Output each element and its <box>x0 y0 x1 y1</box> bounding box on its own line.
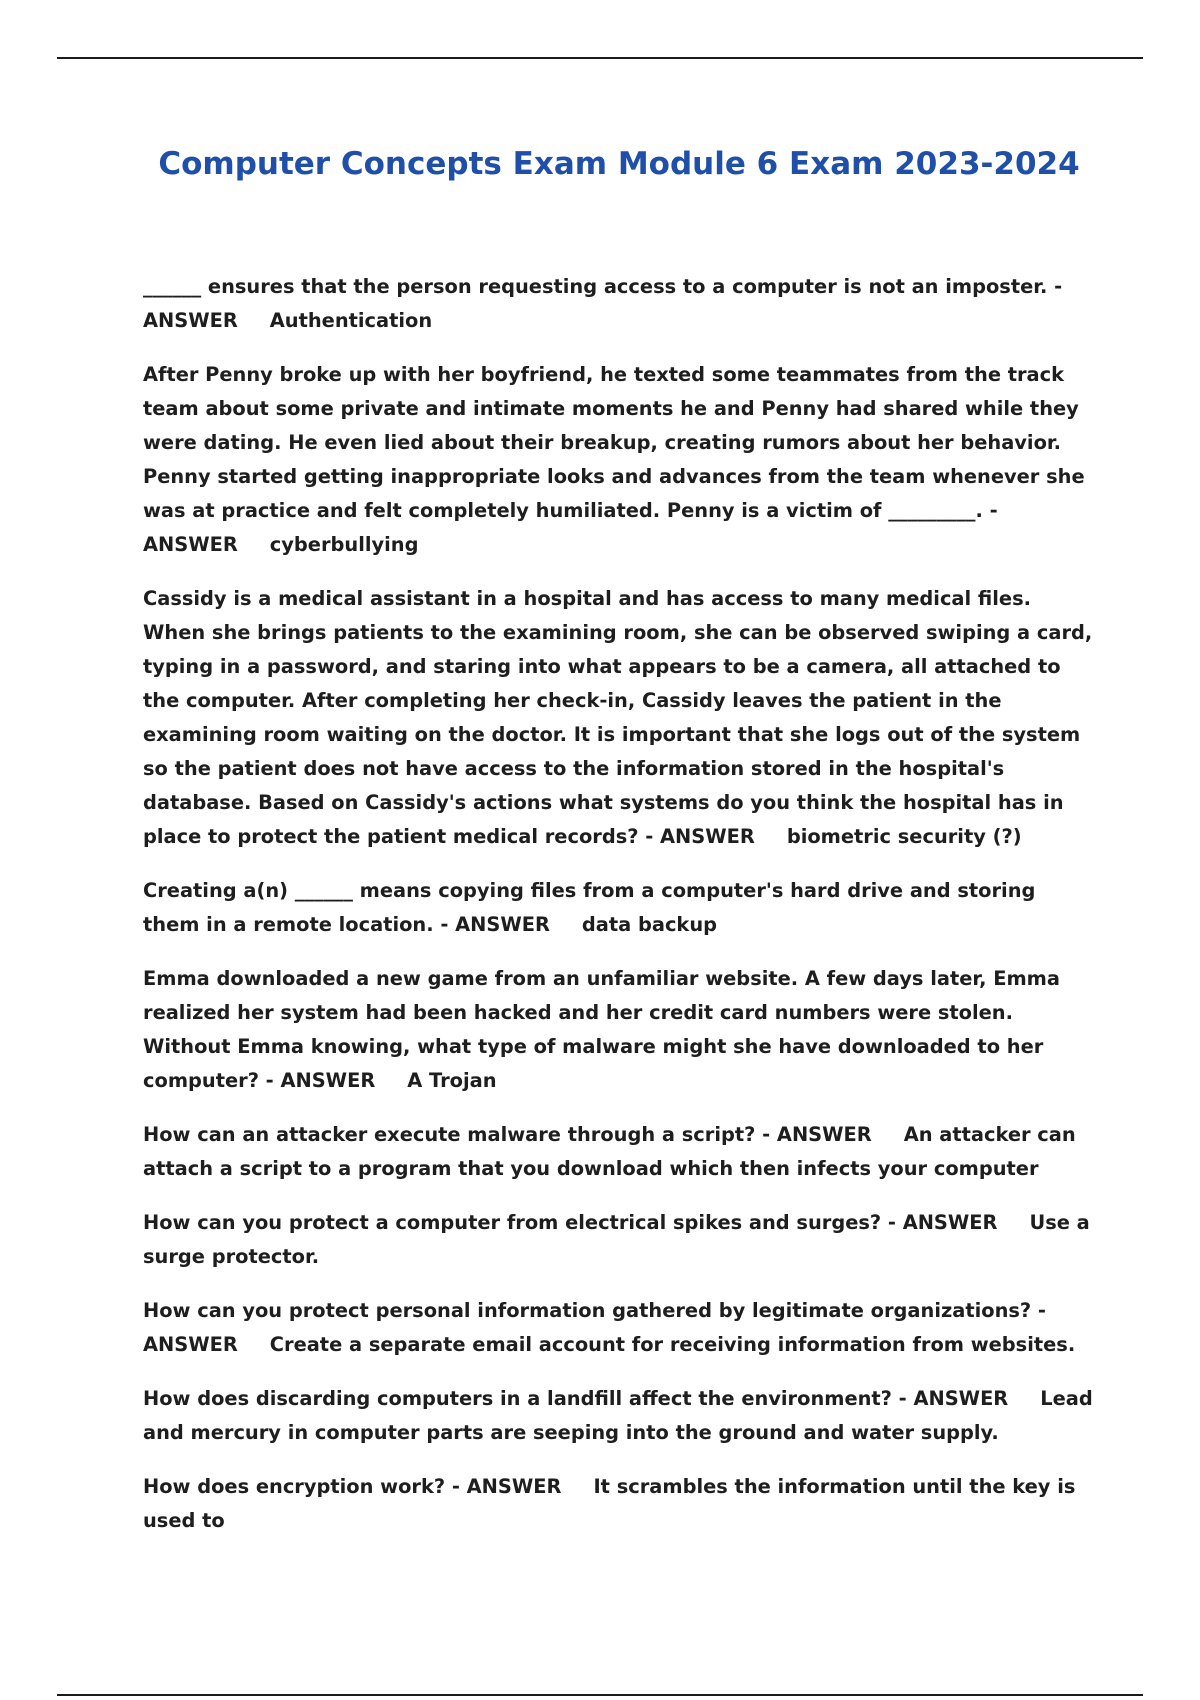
qa-item <box>143 1118 1098 1186</box>
question-text: How does encryption work? - ANSWER <box>143 1475 562 1498</box>
top-rule <box>57 57 1143 59</box>
answer-text: Create a separate email account for receiving information from websites. <box>269 1333 1076 1356</box>
qa-list <box>143 270 1098 1558</box>
page-title: Computer Concepts Exam Module 6 Exam 2023-2024 <box>158 146 1080 182</box>
qa-item <box>143 1382 1098 1450</box>
question-text: Creating a(n) ______ means copying files from a computer's hard drive and storing them in a remote location. - ANSWER <box>143 879 1036 936</box>
qa-item <box>143 270 1098 338</box>
question-text: How can an attacker execute malware through a script? - ANSWER <box>143 1123 872 1146</box>
answer-text: Authentication <box>269 309 433 332</box>
answer-text: An attacker can attach a script to a program that you download which then infects your computer <box>143 1123 1076 1180</box>
question-text: How does discarding computers in a landfill affect the environment? - ANSWER <box>143 1387 1009 1410</box>
answer-text: Lead and mercury in computer parts are seeping into the ground and water supply. <box>143 1387 1093 1444</box>
answer-text: A Trojan <box>407 1069 497 1092</box>
qa-item <box>143 962 1098 1098</box>
question-text: Cassidy is a medical assistant in a hospital and has access to many medical files. When she brings patients to the examining room, she can be observed swiping a card, typing in a password, and staring into what appears to be a camera, all attached to the computer. After completing her check-in, Cassidy leaves the patient in the examining room waiting on the doctor. It is important that she logs out of the system so the patient does not have access to the information stored in the hospital's database. Based on Cassidy's actions what systems do you think the hospital has in place to protect the patient medical records? - ANSWER <box>143 587 1093 848</box>
question-text: Emma downloaded a new game from an unfamiliar website. A few days later, Emma realized her system had been hacked and her credit card numbers were stolen. Without Emma knowing, what type of malware might she have downloaded to her computer? - ANSWER <box>143 967 1060 1092</box>
qa-item <box>143 582 1098 854</box>
answer-text: data backup <box>581 913 718 936</box>
question-text: After Penny broke up with her boyfriend, he texted some teammates from the track team about some private and intimate moments he and Penny had shared while they were dating. He even lied about their breakup, creating rumors about her behavior. Penny started getting inappropriate looks and advances from the team whenever she was at practice and felt completely humiliated. Penny is a victim of _________. - ANSWER <box>143 363 1085 556</box>
bottom-rule <box>57 1694 1143 1696</box>
qa-item <box>143 1294 1098 1362</box>
qa-item <box>143 1470 1098 1538</box>
qa-item <box>143 874 1098 942</box>
answer-text: cyberbullying <box>269 533 419 556</box>
qa-item <box>143 1206 1098 1274</box>
qa-item <box>143 358 1098 562</box>
answer-text: Use a surge protector. <box>143 1211 1090 1268</box>
question-text: ______ ensures that the person requesting access to a computer is not an imposter. - ANSWER <box>143 275 1063 332</box>
answer-text: biometric security (?) <box>786 825 1022 848</box>
answer-text: It scrambles the information until the key is used to <box>143 1475 1076 1532</box>
question-text: How can you protect personal information gathered by legitimate organizations? - ANSWER <box>143 1299 1046 1356</box>
question-text: How can you protect a computer from electrical spikes and surges? - ANSWER <box>143 1211 998 1234</box>
